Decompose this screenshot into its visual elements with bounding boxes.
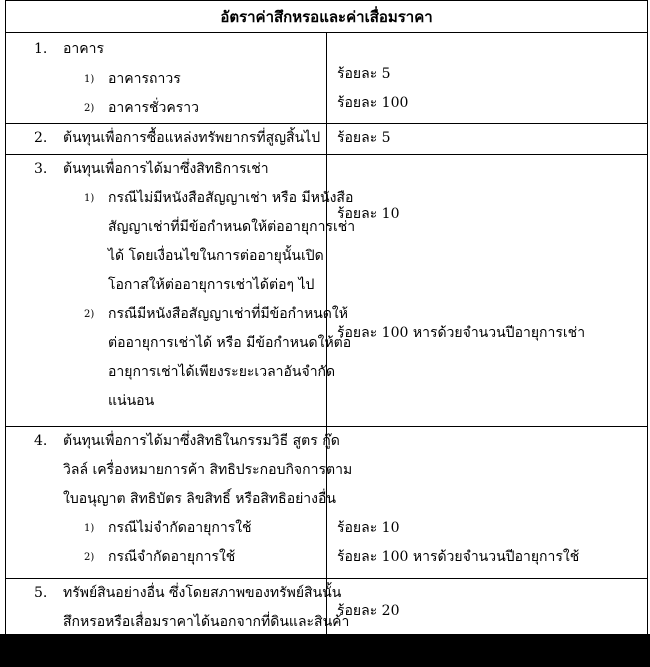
sub-item-text: อายุการเช่าได้เพียงระยะเวลาอันจำกัด: [108, 364, 336, 380]
item-label: วิลล์ เครื่องหมายการค้า สิทธิประกอบกิจการตาม: [63, 462, 353, 478]
rate-value: ร้อยละ 5: [337, 130, 391, 146]
table-row: [6, 155, 648, 427]
item-number: 3.: [34, 161, 48, 177]
item-number: 5.: [34, 585, 48, 601]
sub-item-number: 2): [84, 552, 95, 563]
sub-item-number: 1): [84, 193, 95, 204]
rate-value: ร้อยละ 100: [337, 95, 409, 111]
table-header-row: [6, 1, 648, 33]
table-row: [6, 33, 648, 124]
table-title: อัตราค่าสึกหรอและค่าเสื่อมราคา: [6, 1, 648, 33]
item-cell: [6, 579, 350, 649]
item-label: สึกหรอหรือเสื่อมราคาได้นอกจากที่ดินและสินค้า: [63, 614, 350, 630]
item-cell: [6, 124, 327, 155]
item-label: ต้นทุนเพื่อการซื้อแหล่งทรัพยากรที่สูญสิ้นไป: [63, 130, 321, 146]
item-cell: [6, 33, 327, 124]
sub-item-text: กรณีมีหนังสือสัญญาเช่าที่มีข้อกำหนดให้: [108, 306, 348, 322]
rate-value: ร้อยละ 10: [337, 520, 400, 536]
table-row: [6, 579, 648, 649]
sub-item-number: 1): [84, 523, 95, 534]
sub-item-text: ได้ โดยเงื่อนไขในการต่ออายุนั้นเปิด: [108, 248, 324, 264]
item-cell: [6, 427, 353, 579]
rate-value: ร้อยละ 10: [337, 206, 400, 222]
item-label: ต้นทุนเพื่อการได้มาซึ่งสิทธิการเช่า: [63, 161, 269, 177]
sub-item-text: ต่ออายุการเช่าได้ หรือ มีข้อกำหนดให้ต่อ: [108, 335, 352, 351]
sub-item-text: แน่นอน: [108, 393, 155, 409]
sub-item-number: 2): [84, 309, 95, 320]
rate-value: ร้อยละ 5: [337, 66, 391, 82]
rate-cell: [327, 155, 648, 427]
item-label: ทรัพย์สินอย่างอื่น ซึ่งโดยสภาพของทรัพย์สินนั้น: [63, 585, 342, 601]
table-row: [6, 124, 648, 155]
sub-item-number: 1): [84, 74, 95, 85]
sub-item-text: อาคารถาวร: [108, 71, 181, 87]
item-label: อาคาร: [63, 41, 105, 57]
item-label: ต้นทุนเพื่อการได้มาซึ่งสิทธิในกรรมวิธี สูตร กู๊ด: [63, 433, 340, 449]
rate-value: ร้อยละ 100 หารด้วยจำนวนปีอายุการเช่า: [337, 325, 586, 341]
sub-item-number: 2): [84, 103, 95, 114]
depreciation-rate-table: [5, 0, 648, 649]
rate-value: ร้อยละ 100 หารด้วยจำนวนปีอายุการใช้: [337, 549, 580, 565]
table-row: [6, 427, 648, 579]
item-number: 4.: [34, 433, 48, 449]
sub-item-text: อาคารชั่วคราว: [108, 100, 199, 116]
sub-item-text: กรณีไม่จำกัดอายุการใช้: [108, 520, 252, 536]
rate-value: ร้อยละ 20: [337, 603, 400, 619]
item-number: 2.: [34, 130, 48, 146]
rate-cell: [327, 579, 648, 649]
item-cell: [6, 155, 356, 427]
rate-cell: [327, 427, 648, 579]
item-label: ใบอนุญาต สิทธิบัตร ลิขสิทธิ์ หรือสิทธิอย่างอื่น: [63, 491, 336, 507]
sub-item-text: กรณีไม่มีหนังสือสัญญาเช่า หรือ มีหนังสือ: [108, 190, 354, 206]
rate-cell: [327, 33, 648, 124]
sub-item-text: โอกาสให้ต่ออายุการเช่าได้ต่อๆ ไป: [108, 277, 315, 293]
sub-item-text: กรณีจำกัดอายุการใช้: [108, 549, 236, 565]
rate-cell: [327, 124, 648, 155]
sub-item-text: สัญญาเช่าที่มีข้อกำหนดให้ต่ออายุการเช่า: [108, 219, 356, 235]
item-number: 1.: [34, 41, 48, 57]
